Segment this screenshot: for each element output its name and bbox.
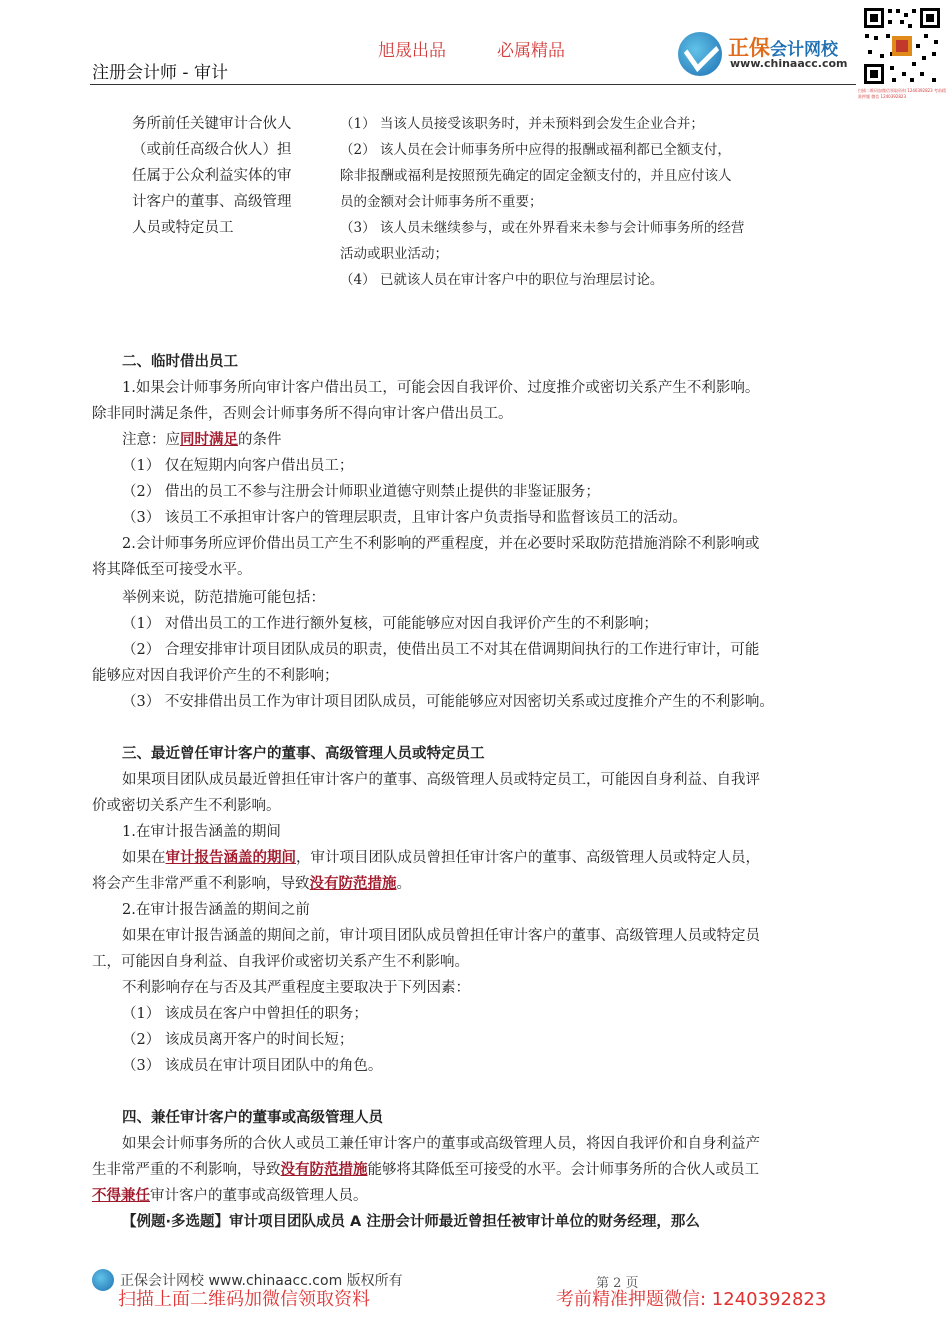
section-heading: 三、最近曾任审计客户的董事、高级管理人员或特定员工 xyxy=(122,746,485,762)
note-line: 注意：应同时满足的条件 xyxy=(122,431,282,448)
page-number: 第 2 页 xyxy=(596,1276,639,1291)
highlight-text: 没有防范措施 xyxy=(309,875,397,892)
list-item: （1） 对借出员工的工作进行额外复核，可能能够应对因自我评价产生的不利影响； xyxy=(122,616,658,632)
highlight-text: 不得兼任 xyxy=(92,1187,150,1204)
highlight-text: 同时满足 xyxy=(180,431,238,448)
list-item: （2） 该成员离开客户的时间长短； xyxy=(122,1032,354,1048)
qr-caption: 扫描二维码加微信领取资料 1240392823 考前精准押题 微信 1240392823 xyxy=(858,88,946,99)
list-item: （1） 仅在短期内向客户借出员工； xyxy=(122,458,354,474)
footer-promo-left: 扫描上面二维码加微信领取资料 xyxy=(118,1289,370,1310)
list-item: （2） 借出的员工不参与注册会计师职业道德守则禁止提供的非鉴证服务； xyxy=(122,484,600,500)
footer-logo-icon xyxy=(92,1269,114,1291)
brand-logo xyxy=(678,30,858,78)
list-item: （2） 合理安排审计项目团队成员的职责，使借出员工不对其在借调期间执行的工作进行审计，可能 xyxy=(122,642,760,658)
paragraph-line: 2.会计师事务所应评价借出员工产生不利影响的严重程度，并在必要时采取防范措施消除不利影响或 xyxy=(122,536,760,552)
paragraph-line: 将会产生非常严重不利影响，导致没有防范措施。 xyxy=(92,875,411,892)
paragraph-line: 1.如果会计师事务所向审计客户借出员工，可能会因自我评价、过度推介或密切关系产生不利影响。 xyxy=(122,380,760,396)
paragraph-line: 如果会计师事务所的合伙人或员工兼任审计客户的董事或高级管理人员，将因自我评价和自身利益产 xyxy=(122,1136,760,1152)
list-item: （3） 该成员在审计项目团队中的角色。 xyxy=(122,1058,383,1074)
header-rule xyxy=(90,84,856,85)
section-heading: 二、临时借出员工 xyxy=(122,354,238,370)
logo-url: www.chinaacc.com xyxy=(730,57,848,70)
table-right-line: 员的金额对会计师事务所不重要； xyxy=(340,194,543,210)
table-left-line: 计客户的董事、高级管理 xyxy=(132,194,292,210)
paragraph-line: 举例来说，防范措施可能包括： xyxy=(122,590,325,606)
logo-name: 正保会计网校 xyxy=(728,36,838,60)
paragraph-line: 如果项目团队成员最近曾担任审计客户的董事、高级管理人员或特定员工，可能因自身利益、自我评 xyxy=(122,772,760,788)
table-right-line: 活动或职业活动； xyxy=(340,246,448,262)
qr-code-icon xyxy=(862,6,942,86)
highlight-text: 审计报告涵盖的期间 xyxy=(165,849,296,866)
table-right-line: 除非报酬或福利是按照预先确定的固定金额支付的，并且应付该人 xyxy=(340,168,732,184)
list-item: （1） 该成员在客户中曾担任的职务； xyxy=(122,1006,368,1022)
paragraph-line: 不利影响存在与否及其严重程度主要取决于下列因素： xyxy=(122,980,470,996)
list-item: 能够应对因自我评价产生的不利影响； xyxy=(92,668,339,684)
table-right-line: （2） 该人员在会计师事务所中应得的报酬或福利都已全额支付， xyxy=(340,142,731,158)
highlight-text: 没有防范措施 xyxy=(280,1161,368,1178)
paragraph-line: 除非同时满足条件，否则会计师事务所不得向审计客户借出员工。 xyxy=(92,406,513,422)
list-item: （3） 该员工不承担审计客户的管理层职责，且审计客户负责指导和监督该员工的活动。 xyxy=(122,510,687,526)
paragraph-line: 如果在审计报告涵盖的期间，审计项目团队成员曾担任审计客户的董事、高级管理人员或特定人员， xyxy=(122,849,760,866)
table-left-line: （或前任高级合伙人）担 xyxy=(132,142,292,158)
table-left-line: 任属于公众利益实体的审 xyxy=(132,168,292,184)
paragraph-line: 将其降低至可接受水平。 xyxy=(92,562,252,578)
paragraph-line: 如果在审计报告涵盖的期间之前，审计项目团队成员曾担任审计客户的董事、高级管理人员或特定员 xyxy=(122,928,760,944)
subheading: 1.在审计报告涵盖的期间 xyxy=(122,824,281,840)
doc-title: 注册会计师 - 审计 xyxy=(92,63,228,83)
slogan-right: 必属精品 xyxy=(497,41,565,61)
table-right-line: （1） 当该人员接受该职务时，并未预料到会发生企业合并； xyxy=(340,116,704,132)
footer-promo-right: 考前精准押题微信: 1240392823 xyxy=(556,1289,827,1310)
example-question: 【例题·多选题】审计项目团队成员 A 注册会计师最近曾担任被审计单位的财务经理，那么 xyxy=(122,1214,700,1230)
table-right-line: （4） 已就该人员在审计客户中的职位与治理层讨论。 xyxy=(340,272,664,288)
paragraph-line: 生非常严重的不利影响，导致没有防范措施能够将其降低至可接受的水平。会计师事务所的合伙人或员工 xyxy=(92,1161,759,1178)
paragraph-line: 工，可能因自身利益、自我评价或密切关系产生不利影响。 xyxy=(92,954,469,970)
subheading: 2.在审计报告涵盖的期间之前 xyxy=(122,902,310,918)
footer-brand: 正保会计网校 www.chinaacc.com 版权所有 xyxy=(120,1273,403,1289)
table-left-line: 务所前任关键审计合伙人 xyxy=(132,116,292,132)
table-right-line: （3） 该人员未继续参与，或在外界看来未参与会计师事务所的经营 xyxy=(340,220,745,236)
slogan-left: 旭晟出品 xyxy=(378,41,446,61)
paragraph-line: 不得兼任审计客户的董事或高级管理人员。 xyxy=(92,1187,368,1204)
table-left-line: 人员或特定员工 xyxy=(132,220,234,236)
section-heading: 四、兼任审计客户的董事或高级管理人员 xyxy=(122,1110,383,1126)
list-item: （3） 不安排借出员工作为审计项目团队成员，可能能够应对因密切关系或过度推介产生的不利影响。 xyxy=(122,694,774,710)
paragraph-line: 价或密切关系产生不利影响。 xyxy=(92,798,281,814)
